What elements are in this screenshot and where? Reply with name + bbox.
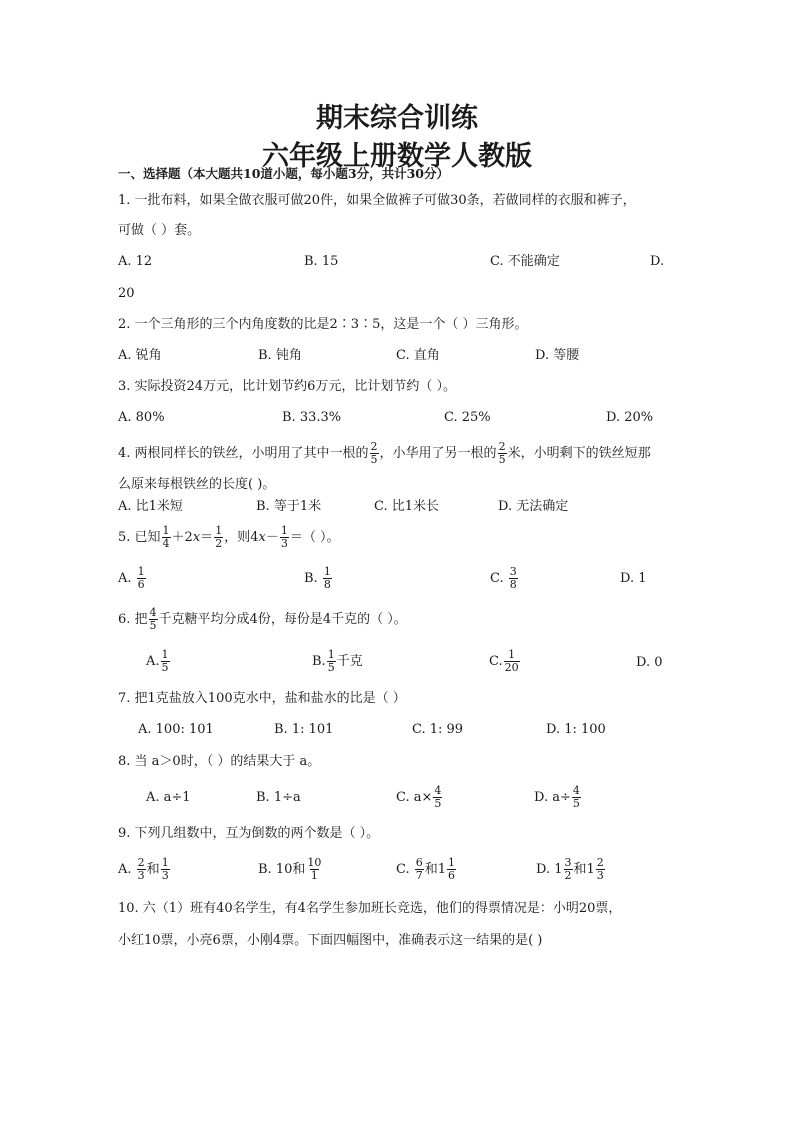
fraction <box>323 566 332 591</box>
fraction <box>161 857 170 882</box>
denominator: 20 <box>504 661 519 674</box>
question-9: 9. 下列几组数中，互为倒数的两个数是（ ）。 <box>118 826 380 841</box>
denominator: 7 <box>415 869 423 882</box>
q3-option-c: C. 25% <box>444 410 491 425</box>
q2-option-c: C. 直角 <box>396 348 440 363</box>
conjunction: 和 <box>146 862 160 877</box>
q6-option-d: D. 0 <box>636 655 663 670</box>
numerator: 1 <box>323 565 331 578</box>
denominator: 3 <box>137 869 145 882</box>
question-1-line-1: 1. 一批布料，如果全做衣服可做20件，如果全做裤子可做30条，若做同样的衣服和裤子， <box>118 193 636 208</box>
numerator: 1 <box>508 648 516 661</box>
numerator: 1 <box>137 565 145 578</box>
denominator: 3 <box>596 869 604 882</box>
page-title: 期末综合训练 <box>316 103 478 134</box>
numerator: 3 <box>509 565 517 578</box>
q6-text-part-2: 千克糖平均分成4份，每份是4千克的（ ）。 <box>158 612 407 627</box>
q4-text-part-1: 4. 两根同样长的铁丝，小明用了其中一根的 <box>118 446 369 461</box>
denominator: 5 <box>149 619 157 632</box>
fraction <box>137 857 146 882</box>
option-label: D. 1 <box>536 862 563 877</box>
q4-option-d: D. 无法确定 <box>498 499 569 514</box>
q7-option-c: C. 1: 99 <box>412 722 464 737</box>
denominator: 5 <box>572 797 580 810</box>
denominator: 5 <box>370 453 378 466</box>
option-label: A. <box>146 654 160 669</box>
numerator: 6 <box>415 856 423 869</box>
denominator: 5 <box>434 797 442 810</box>
q5-text-part-3: ＝ <box>200 530 214 545</box>
q1-option-a: A. 12 <box>118 254 153 269</box>
numerator: 4 <box>572 784 580 797</box>
fraction <box>161 649 170 674</box>
fraction <box>280 525 289 550</box>
variable-x: x <box>258 530 266 545</box>
denominator: 5 <box>498 453 506 466</box>
q1-option-d-label: D. <box>650 254 665 269</box>
denominator: 3 <box>161 869 169 882</box>
numerator: 2 <box>370 440 378 453</box>
q5-option-d: D. 1 <box>620 571 647 586</box>
fraction <box>306 857 322 882</box>
q6-option-c <box>489 647 521 677</box>
q5-text-part-5: － <box>265 530 279 545</box>
q8-option-b: B. 1÷a <box>256 790 301 805</box>
option-label: B. <box>304 571 318 586</box>
option-label: A. <box>118 862 132 877</box>
fraction <box>509 566 518 591</box>
fraction <box>370 441 379 466</box>
option-label: D. a÷ <box>534 790 571 805</box>
conjunction: 和1 <box>573 862 595 877</box>
question-8: 8. 当 a＞0时，（ ）的结果大于 a。 <box>118 754 321 769</box>
numerator: 1 <box>161 648 169 661</box>
fraction <box>214 525 223 550</box>
q9-option-b <box>258 855 323 885</box>
q4-option-c: C. 比1米长 <box>374 499 440 514</box>
numerator: 1 <box>162 524 170 537</box>
q4-text-part-2: ，小华用了另一根的 <box>379 446 497 461</box>
numerator: 4 <box>434 784 442 797</box>
fraction <box>498 441 507 466</box>
q8-option-a: A. a÷1 <box>146 790 191 805</box>
numerator: 3 <box>564 856 572 869</box>
q5-option-a <box>118 564 147 594</box>
fraction <box>572 785 581 810</box>
q1-option-c: C. 不能确定 <box>490 254 560 269</box>
fraction <box>162 525 171 550</box>
question-4-line-1 <box>118 440 651 468</box>
fraction <box>149 607 158 632</box>
fraction <box>415 857 424 882</box>
q7-option-d: D. 1: 100 <box>546 722 606 737</box>
question-2: 2. 一个三角形的三个内角度数的比是2∶3∶5，这是一个（ ）三角形。 <box>118 317 528 332</box>
q4-option-a: A. 比1米短 <box>118 499 183 514</box>
q7-option-a: A. 100: 101 <box>138 722 214 737</box>
q3-option-b: B. 33.3% <box>282 410 342 425</box>
q2-option-d: D. 等腰 <box>535 348 580 363</box>
q2-option-b: B. 钝角 <box>258 348 302 363</box>
q5-text-part-4: ，则4 <box>224 530 259 545</box>
question-4-line-2: 么原来每根铁丝的长度( )。 <box>118 477 276 492</box>
section-heading: 一、选择题（本大题共10道小题，每小题3分，共计30分） <box>118 166 449 181</box>
option-label: B. <box>312 654 326 669</box>
q9-option-d <box>536 855 606 885</box>
question-7: 7. 把1克盐放入100克水中，盐和盐水的比是（ ） <box>118 691 406 706</box>
page-subtitle: 六年级上册数学人教版 <box>262 141 532 172</box>
q6-option-a <box>146 647 171 677</box>
numerator: 2 <box>596 856 604 869</box>
q4-text-part-3: 米，小明剩下的铁丝短那 <box>507 446 651 461</box>
numerator: 1 <box>327 648 335 661</box>
denominator: 6 <box>137 578 145 591</box>
fraction <box>596 857 605 882</box>
q3-option-a: A. 80% <box>118 410 165 425</box>
question-6 <box>118 606 407 634</box>
fraction <box>433 785 442 810</box>
fraction <box>137 566 146 591</box>
option-label: C. <box>396 862 410 877</box>
denominator: 8 <box>509 578 517 591</box>
q1-option-d-value: 20 <box>118 286 135 301</box>
denominator: 2 <box>564 869 572 882</box>
denominator: 3 <box>280 537 288 550</box>
denominator: 6 <box>448 869 456 882</box>
q5-text-part-6: ＝（ ）。 <box>289 530 340 545</box>
question-10-line-1: 10. 六（1）班有40名学生，有4名学生参加班长竞选，他们的得票情况是：小明20票， <box>118 901 622 916</box>
conjunction: 和1 <box>424 862 447 877</box>
denominator: 8 <box>323 578 331 591</box>
fraction <box>327 649 336 674</box>
question-3: 3. 实际投资24万元，比计划节约6万元，比计划节约（ ）。 <box>118 379 456 394</box>
option-label: C. <box>489 654 503 669</box>
fraction <box>504 649 520 674</box>
question-10-line-2: 小红10票，小亮6票，小刚4票。下面四幅图中，准确表示这一结果的是( ) <box>118 933 543 948</box>
q7-option-b: B. 1: 101 <box>274 722 334 737</box>
q6-text-part-1: 6. 把 <box>118 612 148 627</box>
numerator: 1 <box>215 524 223 537</box>
option-label: C. <box>490 571 504 586</box>
numerator: 1 <box>280 524 288 537</box>
q3-option-d: D. 20% <box>606 410 654 425</box>
variable-x: x <box>192 530 201 545</box>
denominator: 2 <box>215 537 223 550</box>
option-label: B. 10和 <box>258 862 306 877</box>
numerator: 4 <box>149 606 157 619</box>
denominator: 5 <box>161 661 169 674</box>
q4-option-b: B. 等于1米 <box>256 499 322 514</box>
option-label: C. a× <box>396 790 433 805</box>
q8-option-d <box>534 783 582 813</box>
q8-option-c <box>396 783 443 813</box>
numerator: 10 <box>307 856 322 869</box>
q9-option-c <box>396 855 457 885</box>
q6-option-b <box>312 647 363 677</box>
fraction <box>564 857 573 882</box>
q5-text-part-2: ＋2 <box>171 530 193 545</box>
q5-option-b <box>304 564 333 594</box>
numerator: 1 <box>448 856 456 869</box>
question-5 <box>118 524 339 552</box>
fraction <box>447 857 456 882</box>
numerator: 2 <box>498 440 506 453</box>
option-label: A. <box>118 571 132 586</box>
q9-option-a <box>118 855 171 885</box>
denominator: 1 <box>310 869 318 882</box>
denominator: 4 <box>162 537 170 550</box>
unit-label: 千克 <box>336 654 363 669</box>
numerator: 1 <box>161 856 169 869</box>
denominator: 5 <box>327 661 335 674</box>
q5-text-part-1: 5. 已知 <box>118 530 161 545</box>
q2-option-a: A. 锐角 <box>118 348 162 363</box>
numerator: 2 <box>137 856 145 869</box>
q1-option-b: B. 15 <box>304 254 339 269</box>
question-1-line-2: 可做（ ）套。 <box>118 223 201 238</box>
q5-option-c <box>490 564 519 594</box>
